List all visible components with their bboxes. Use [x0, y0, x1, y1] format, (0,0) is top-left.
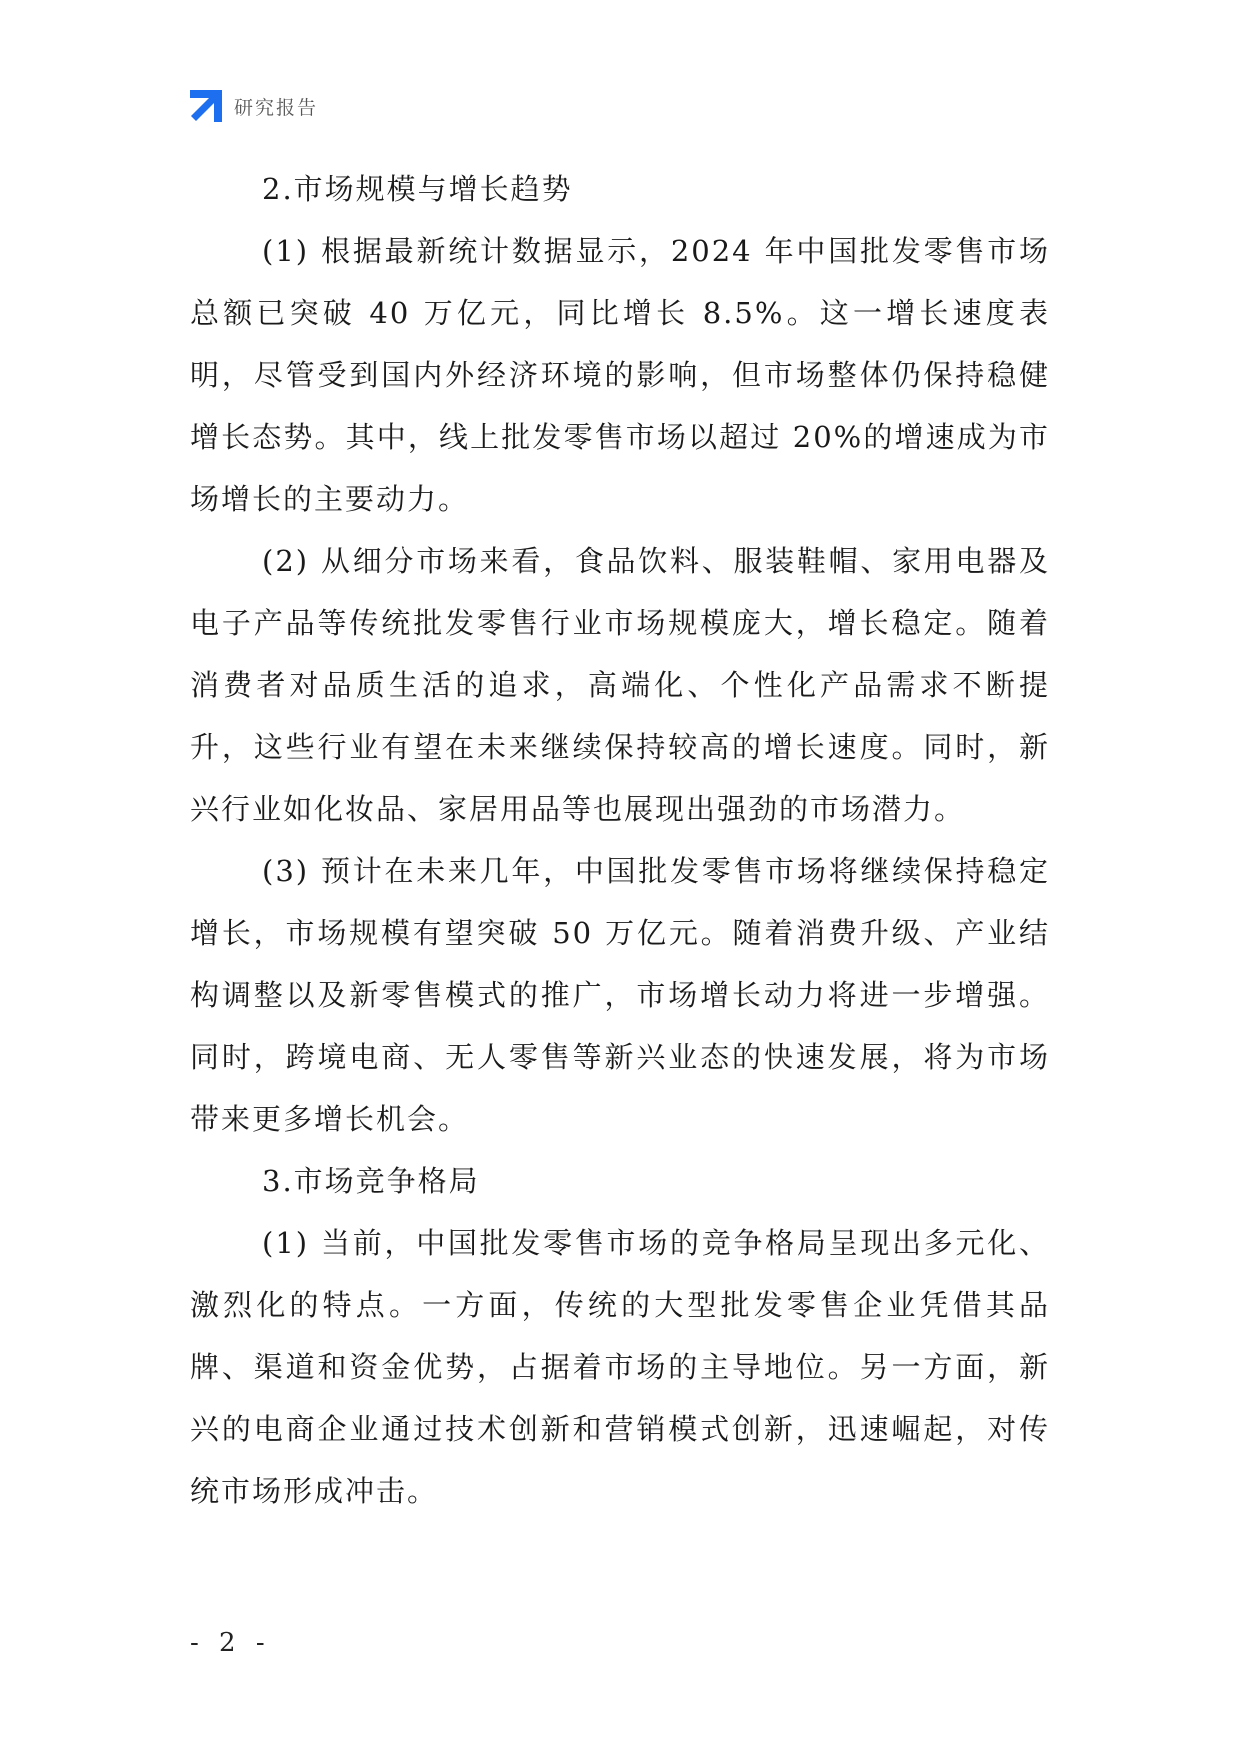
- paragraph-market-size-1: (1) 根据最新统计数据显示，2024 年中国批发零售市场总额已突破 40 万亿元，同比增长 8.5%。这一增长速度表明，尽管受到国内外经济环境的影响，但市场整体仍保持稳健增长态势。其中，线上批发零售市场以超过 20%的增速成为市场增长的主要动力。: [190, 234, 1050, 516]
- header-label: 研究报告: [234, 96, 319, 119]
- logo-arrow-icon: [190, 90, 222, 122]
- paragraph-market-size-3: (3) 预计在未来几年，中国批发零售市场将继续保持稳定增长，市场规模有望突破 50 万亿元。随着消费升级、产业结构调整以及新零售模式的推广，市场增长动力将进一步增强。同时，跨境电商、无人零售等新兴业态的快速发展，将为市场带来更多增长机会。: [190, 854, 1050, 1136]
- document-body: [190, 158, 1050, 1522]
- section-heading-competition: 3.市场竞争格局: [262, 1164, 480, 1198]
- page-number: - 2 -: [190, 1628, 271, 1658]
- paragraph-market-size-2: (2) 从细分市场来看，食品饮料、服装鞋帽、家用电器及电子产品等传统批发零售行业市场规模庞大，增长稳定。随着消费者对品质生活的追求，高端化、个性化产品需求不断提升，这些行业有望在未来继续保持较高的增长速度。同时，新兴行业如化妆品、家居用品等也展现出强劲的市场潜力。: [190, 544, 1050, 826]
- paragraph-competition-1: (1) 当前，中国批发零售市场的竞争格局呈现出多元化、激烈化的特点。一方面，传统的大型批发零售企业凭借其品牌、渠道和资金优势，占据着市场的主导地位。另一方面，新兴的电商企业通过技术创新和营销模式创新，迅速崛起，对传统市场形成冲击。: [190, 1226, 1050, 1508]
- page-header: [190, 88, 318, 124]
- section-heading-market-size: 2.市场规模与增长趋势: [262, 172, 573, 206]
